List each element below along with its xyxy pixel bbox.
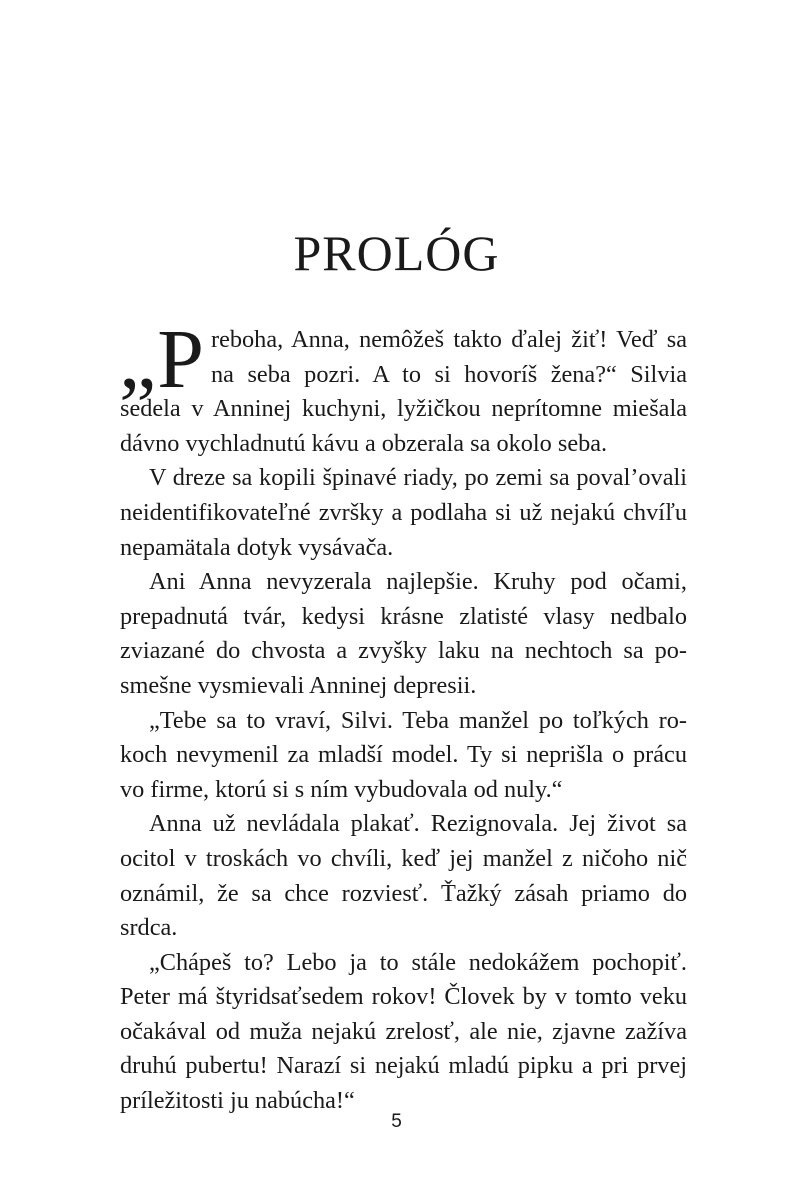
chapter-title: PROLÓG	[293, 225, 500, 281]
page-number: 5	[391, 1111, 402, 1132]
body-paragraph: „Chápeš to? Lebo ja to stále nedokážem pochopiť. Peter má štyridsaťsedem rokov! Človek by v tomto veku očakával od muža nejakú zrelosť, ale nie, zjavne zažíva druhú pubertu! Narazí si nejakú mladú pipku a pri prvej príležitosti ju nabúcha!“	[120, 948, 687, 1115]
body-paragraph: Anna už nevládala plakať. Rezignovala. Jej život sa ocitol v troskách vo chvíli, keď jej manžel z ničoho nič oznámil, že sa chce rozviesť. Ťažký zásah priamo do srdca.	[120, 810, 687, 942]
opening-paragraph	[119, 313, 687, 461]
body-paragraph: V dreze sa kopili špinavé riady, po zemi sa poval’ovali neidentifikovateľné zvršky a podlaha si už nejakú chvíľu nepamätala dotyk vysávača.	[120, 464, 687, 561]
body-paragraph: „Tebe sa to vraví, Silvi. Teba manžel po toľkých rokoch nevymenil za mladší model. Ty si neprišla o prácu vo firme, ktorú si s ním vybudovala od nuly.“	[120, 706, 687, 803]
drop-cap: „P	[119, 313, 205, 406]
chapter-body	[119, 313, 687, 1119]
body-paragraph: Ani Anna nevyzerala najlepšie. Kruhy pod očami, prepadnutá tvár, kedysi krásne zlatisté vlasy nedbalo zviazané do chvosta a zvyšky laku na nechtoch sa posmešne vysmievali Anninej depresii.	[120, 568, 687, 699]
opening-paragraph-text: reboha, Anna, nemôžeš takto ďalej žiť! Veď sa na seba pozri. A to si hovoríš žena?“ Silvia sedela v Anninej kuchyni, lyžičkou neprítomne miešala dávno vychladnutú kávu a obzerala sa okolo seba.	[120, 326, 687, 457]
